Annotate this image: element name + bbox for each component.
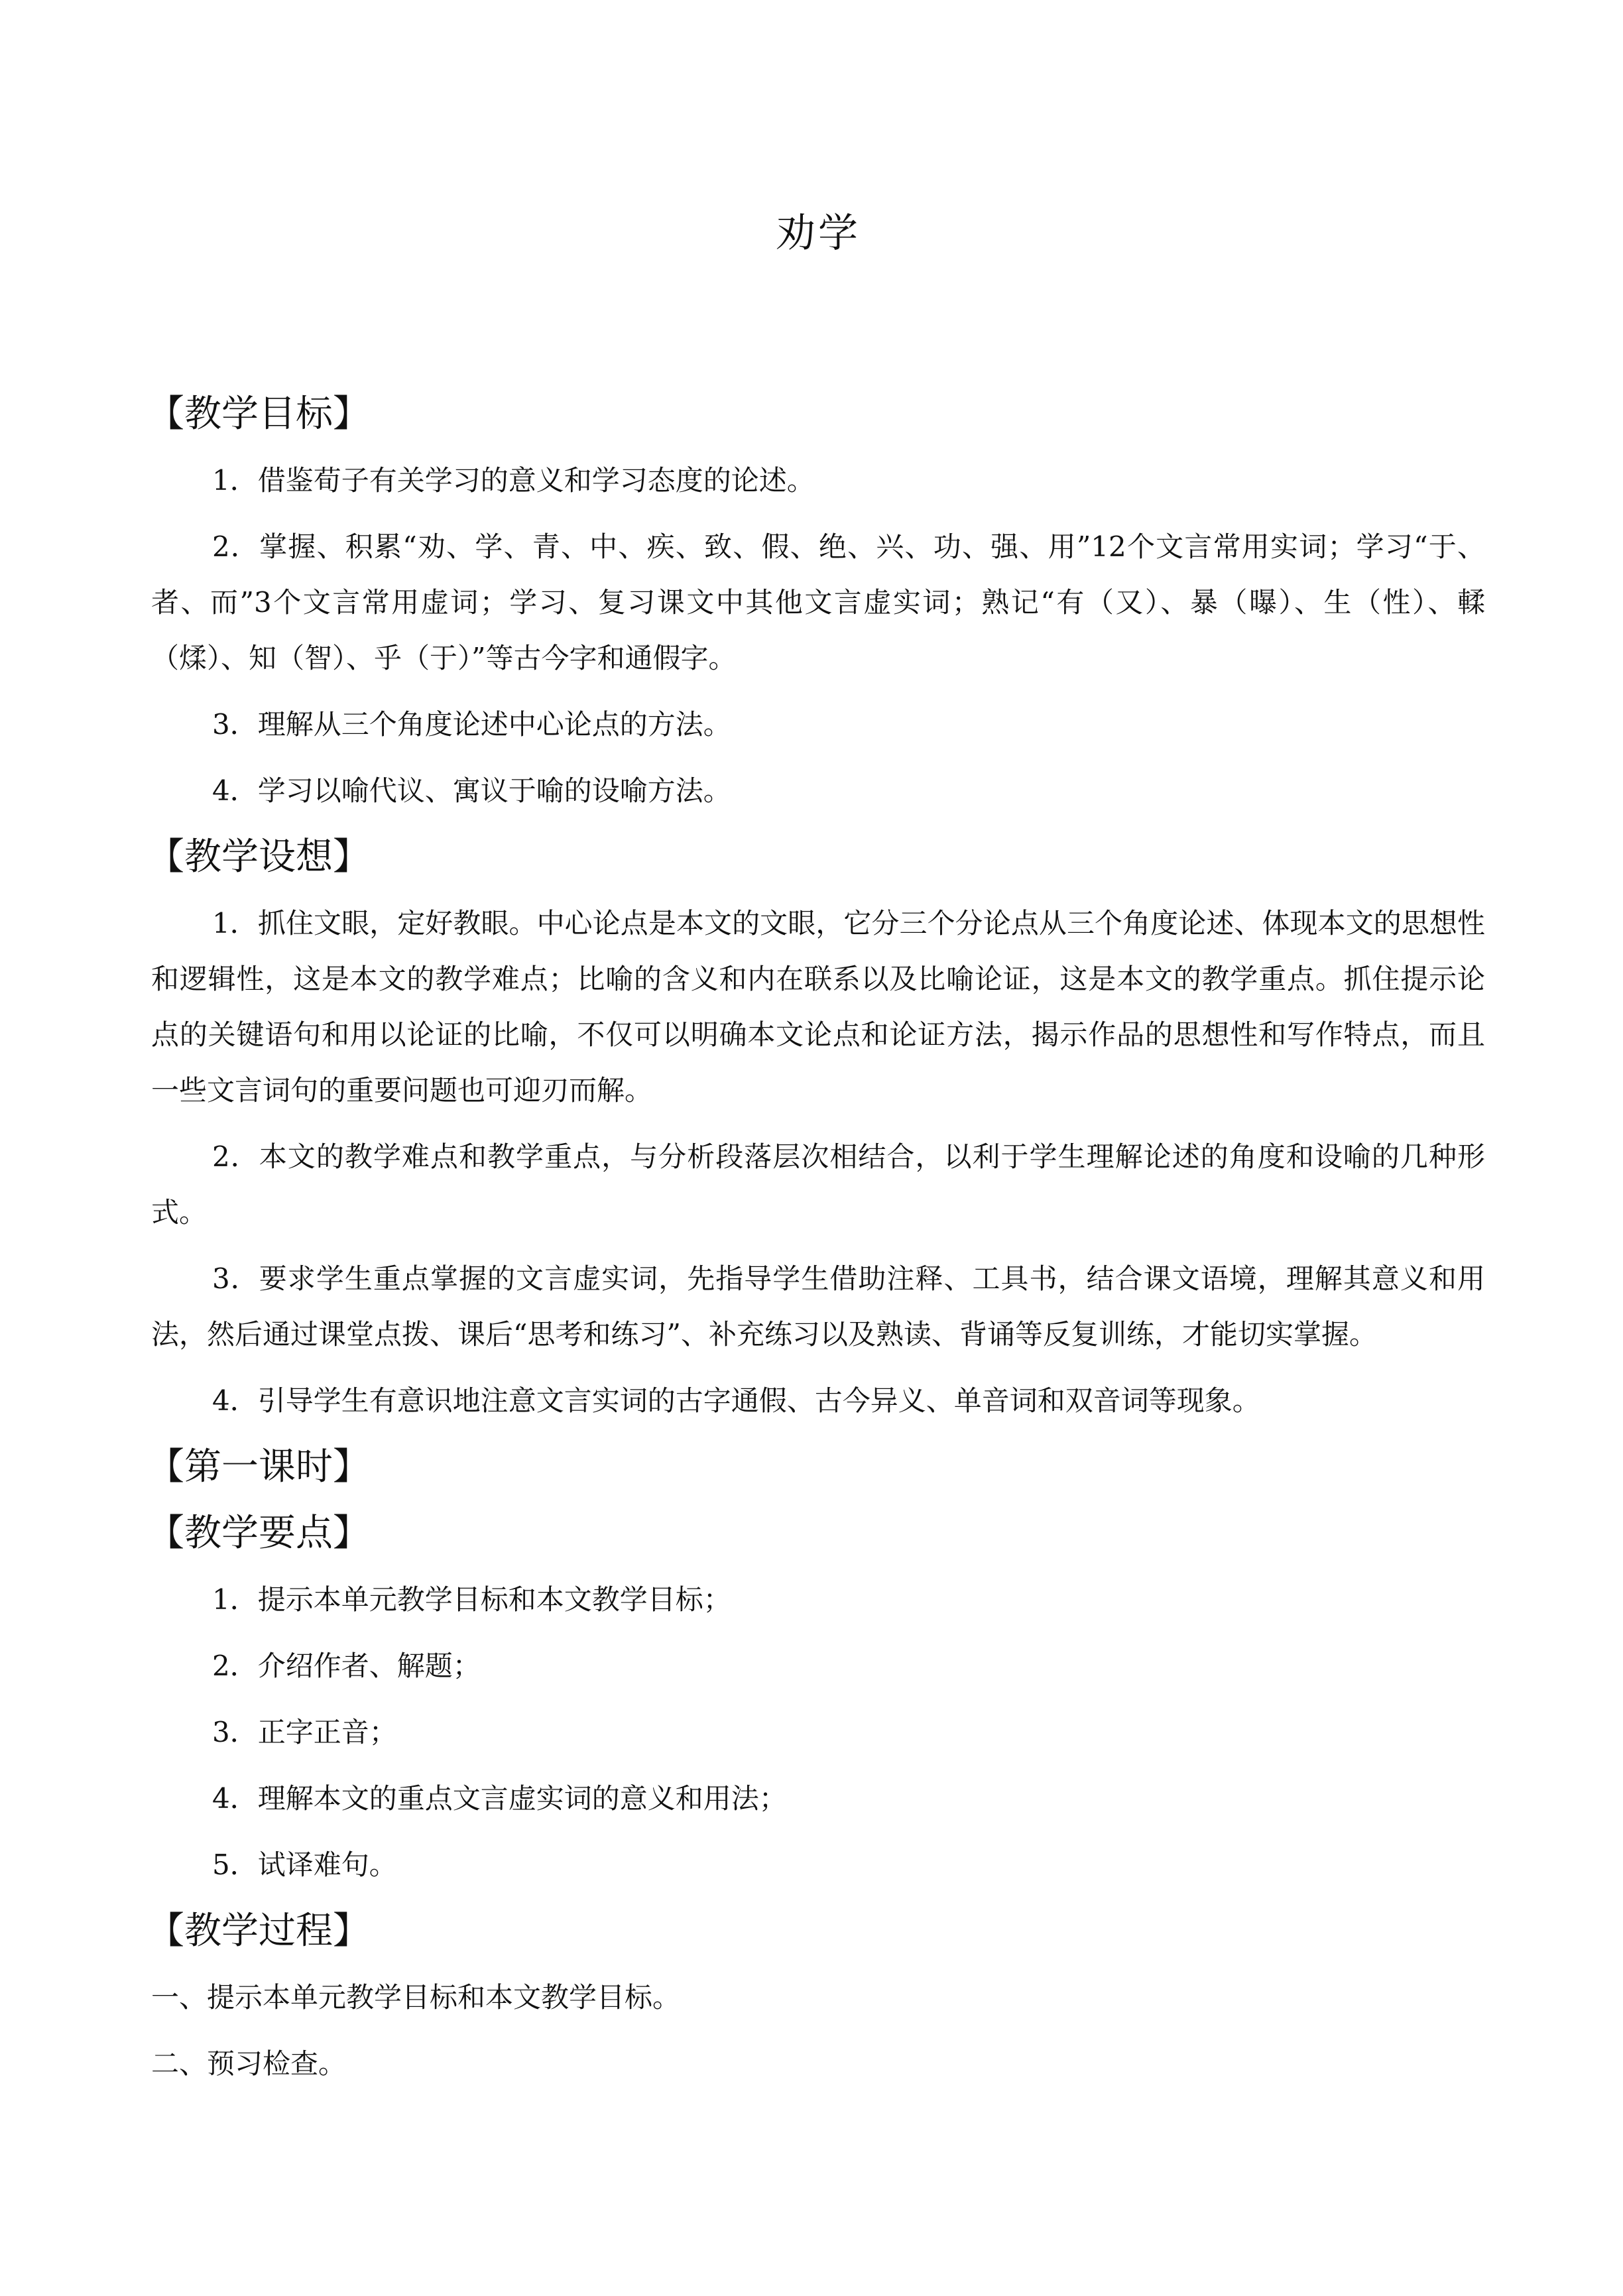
idea-item: 1．抓住文眼，定好教眼。中心论点是本文的文眼，它分三个分论点从三个角度论述、体现本文的思想性和逻辑性，这是本文的教学难点；比喻的含义和内在联系以及比喻论证，这是本文的教学重点。抓住提示论点的关键语句和用以论证的比喻，不仅可以明确本文论点和论证方法，揭示作品的思想性和写作特点，而且一些文言词句的重要问题也可迎刃而解。 [151,907,1485,1107]
point-item: 2．介绍作者、解题； [212,1650,481,1682]
heading-teaching-goals: 【教学目标】 [147,393,370,436]
point-item: 5．试译难句。 [212,1848,397,1881]
heading-teaching-ideas: 【教学设想】 [147,835,370,878]
process-step: 二、预习检查。 [151,2047,347,2080]
document-title: 劝学 [776,210,861,257]
heading-teaching-process: 【教学过程】 [147,1909,370,1953]
idea-item: 4．引导学生有意识地注意文言实词的古字通假、古今异义、单音词和双音词等现象。 [212,1384,1260,1417]
document-page [147,0,1485,2296]
goal-item: 3．理解从三个角度论述中心论点的方法。 [212,708,731,741]
idea-item: 3．要求学生重点掌握的文言虚实词，先指导学生借助注释、工具书，结合课文语境，理解其意义和用法，然后通过课堂点拨、课后“思考和练习”、补充练习以及熟读、背诵等反复训练，才能切实掌握。 [151,1262,1485,1351]
point-item: 4．理解本文的重点文言虚实词的意义和用法； [212,1782,787,1815]
document-content [147,381,1485,2097]
goal-item: 4．学习以喻代议、寓议于喻的设喻方法。 [212,774,731,807]
process-step: 一、提示本单元教学目标和本文教学目标。 [151,1981,681,2014]
point-item: 1．提示本单元教学目标和本文教学目标； [212,1583,731,1616]
idea-item: 2．本文的教学难点和教学重点，与分析段落层次相结合，以利于学生理解论述的角度和设喻的几种形式。 [151,1140,1485,1229]
goal-item: 1．借鉴荀子有关学习的意义和学习态度的论述。 [212,464,815,497]
goal-item: 2．掌握、积累“劝、学、青、中、疾、致、假、绝、兴、功、强、用”12个文言常用实词；学习“于、者、而”3个文言常用虚词；学习、复习课文中其他文言虚实词；熟记“有（又）、暴（曝）、生（性）、輮（煣）、知（智）、乎（于）”等古今字和通假字。 [151,530,1485,674]
heading-first-lesson: 【第一课时】 [147,1445,370,1488]
point-item: 3．正字正音； [212,1716,397,1748]
heading-teaching-points: 【教学要点】 [147,1512,370,1555]
